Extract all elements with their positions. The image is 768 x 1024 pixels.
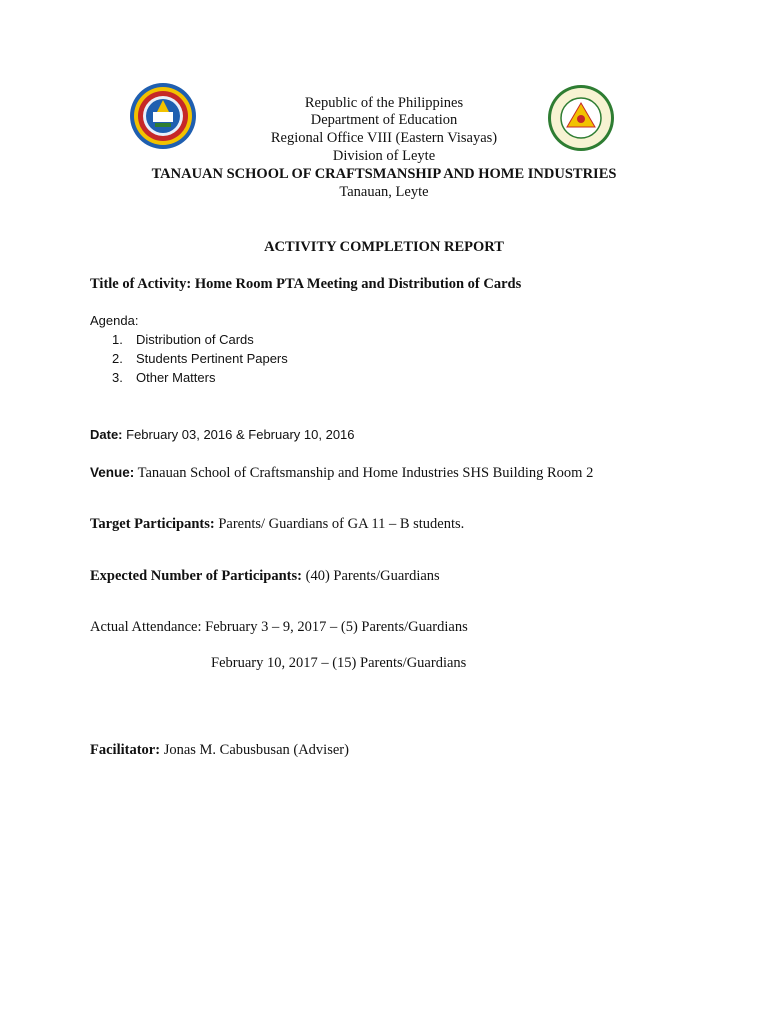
- header-department: Department of Education: [310, 112, 458, 128]
- actual-attendance-line: [90, 619, 468, 636]
- venue-label: Venue:: [90, 465, 135, 480]
- agenda-item-number: 3.: [112, 370, 123, 385]
- activity-title: [90, 276, 521, 293]
- activity-title-label: Title of Activity:: [90, 276, 192, 292]
- agenda-item-text: Distribution of Cards: [136, 332, 254, 347]
- header-regional-office: Regional Office VIII (Eastern Visayas): [270, 130, 498, 146]
- expected-participants-label: Expected Number of Participants:: [90, 568, 302, 584]
- agenda-item: [112, 351, 288, 366]
- agenda-item-number: 1.: [112, 332, 123, 347]
- agenda-item: [112, 332, 254, 347]
- actual-attendance-first: February 3 – 9, 2017 – (5) Parents/Guardians: [205, 619, 468, 635]
- agenda-item-number: 2.: [112, 351, 123, 366]
- facilitator-line: [90, 742, 349, 759]
- facilitator-label: Facilitator:: [90, 742, 161, 758]
- date-label: Date:: [90, 427, 123, 442]
- header-division: Division of Leyte: [332, 148, 436, 164]
- header-republic: Republic of the Philippines: [304, 95, 464, 111]
- expected-participants-value: (40) Parents/Guardians: [305, 568, 440, 584]
- target-participants-value: Parents/ Guardians of GA 11 – B students.: [218, 516, 465, 532]
- venue-value: Tanauan School of Craftsmanship and Home Industries SHS Building Room 2: [137, 465, 594, 481]
- facilitator-value: Jonas M. Cabusbusan (Adviser): [163, 742, 349, 758]
- agenda-item-text: Other Matters: [136, 370, 216, 385]
- expected-participants-line: [90, 568, 440, 585]
- date-value: February 03, 2016 & February 10, 2016: [126, 427, 355, 442]
- target-participants-line: [90, 516, 464, 533]
- agenda-item-text: Students Pertinent Papers: [136, 351, 288, 366]
- actual-attendance-second: February 10, 2017 – (15) Parents/Guardians: [211, 655, 467, 671]
- agenda-label: Agenda:: [90, 313, 139, 328]
- date-line: [90, 427, 355, 442]
- header-location: Tanauan, Leyte: [339, 184, 429, 200]
- target-participants-label: Target Participants:: [90, 516, 215, 532]
- actual-attendance-label: Actual Attendance:: [90, 619, 202, 635]
- report-title: ACTIVITY COMPLETION REPORT: [264, 239, 504, 255]
- activity-title-value: Home Room PTA Meeting and Distribution of Cards: [194, 276, 522, 292]
- agenda-item: [112, 370, 215, 385]
- venue-line: [90, 465, 593, 482]
- header-school-name: TANAUAN SCHOOL OF CRAFTSMANSHIP AND HOME INDUSTRIES: [151, 166, 617, 182]
